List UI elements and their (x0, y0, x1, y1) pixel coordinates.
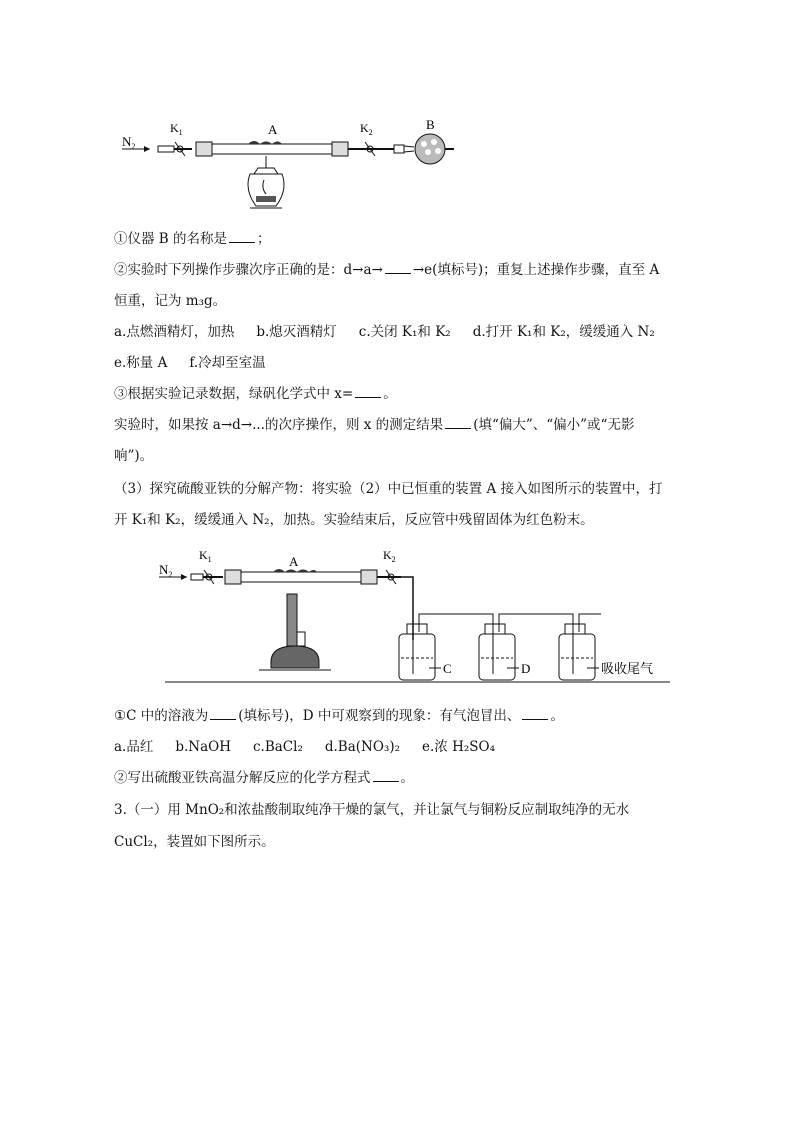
drying-bulb-b (380, 134, 454, 164)
sample-powder (248, 141, 282, 144)
answer-blank[interactable] (522, 706, 548, 720)
answer-blank[interactable] (373, 768, 399, 782)
valve-k1 (203, 570, 223, 584)
fig2-bottle-c-label: C (443, 661, 452, 676)
question-operation-order-cont: 恒重，记为 m₃g。 (114, 293, 227, 309)
answer-blank[interactable] (210, 706, 236, 720)
question-3-line2: CuCl₂，装置如下图所示。 (114, 834, 275, 850)
answer-blank[interactable] (385, 260, 411, 274)
bottle-d (479, 624, 515, 680)
question-3-line1: 3.（一）用 MnO₂和浓盐酸制取纯净干燥的氯气，并让氯气与铜粉反应制取纯净的无水 (114, 802, 630, 818)
fig2-k1-label: $K_1$ (199, 548, 212, 564)
question-error-analysis-cont: 响”)。 (114, 448, 154, 464)
alcohol-lamp (248, 156, 284, 208)
option-e: e.浓 H₂SO₄ (422, 739, 495, 755)
fig2-k2-label: $K_2$ (383, 548, 396, 564)
question-operation-order: ②实验时下列操作步骤次序正确的是：d→a→ →e(填标号)；重复上述操作步骤，直至 A (114, 262, 660, 278)
question-solution-c: ①C 中的溶液为 (填标号)，D 中可观察到的现象：有气泡冒出、 。 (114, 708, 564, 724)
part3-intro-line2: 开 K₁和 K₂，缓缓通入 N₂，加热。实验结束后，反应管中残留固体为红色粉末。 (114, 512, 594, 528)
sample-powder (273, 569, 317, 572)
fig2-tube-label: A (289, 554, 299, 569)
answer-blank[interactable] (229, 229, 255, 243)
question-instrument-b: ①仪器 B 的名称是 ； (114, 231, 271, 247)
answer-blank[interactable] (355, 384, 381, 398)
options-row-3 (114, 737, 517, 757)
options-row-1 (114, 322, 655, 342)
option-e: e.称量 A (114, 355, 168, 371)
part3-intro-line1: （3）探究硫酸亚铁的分解产物：将实验（2）中已恒重的装置 A 接入如图所示的装置中，打 (114, 481, 663, 497)
burner (259, 594, 331, 670)
fig2-bottle-d-label: D (521, 661, 531, 676)
apparatus-figure-2 (155, 544, 675, 692)
options-row-2 (114, 353, 288, 373)
valve-k2 (377, 570, 413, 640)
bottle-tail-gas (559, 624, 595, 680)
question-error-analysis: 实验时，如果按 a→d→...的次序操作，则 x 的测定结果 (填“偏大”、“偏小”或“无影 (114, 417, 635, 433)
option-b: b.NaOH (175, 739, 231, 755)
valve-k1 (174, 142, 192, 156)
answer-blank[interactable] (445, 415, 471, 429)
fig1-gas-label: $N_2$ (122, 134, 136, 151)
valve-k2 (348, 142, 380, 156)
fig2-tail-gas-label: 吸收尾气 (601, 661, 654, 676)
question-equation: ②写出硫酸亚铁高温分解反应的化学方程式 。 (114, 770, 414, 786)
option-d: d.Ba(NO₃)₂ (324, 739, 401, 755)
fig1-bulb-label: B (426, 118, 435, 132)
fig2-gas-label: $N_2$ (159, 562, 173, 579)
option-f: f.冷却至室温 (189, 355, 266, 371)
option-a: a.品红 (114, 739, 154, 755)
option-c: c.关闭 K₁和 K₂ (358, 324, 451, 340)
option-a: a.点燃酒精灯，加热 (114, 324, 235, 340)
fig1-k1-label: $K_1$ (170, 121, 183, 137)
question-formula-x: ③根据实验记录数据，绿矾化学式中 x= 。 (114, 386, 397, 402)
fig1-k2-label: $K_2$ (360, 121, 373, 137)
option-d: d.打开 K₁和 K₂，缓缓通入 N₂ (472, 324, 655, 340)
option-b: b.熄灭酒精灯 (256, 324, 337, 340)
option-c: c.BaCl₂ (252, 739, 303, 755)
fig1-tube-label: A (268, 122, 278, 137)
bottle-c (399, 624, 435, 680)
apparatus-figure-1 (118, 118, 478, 218)
